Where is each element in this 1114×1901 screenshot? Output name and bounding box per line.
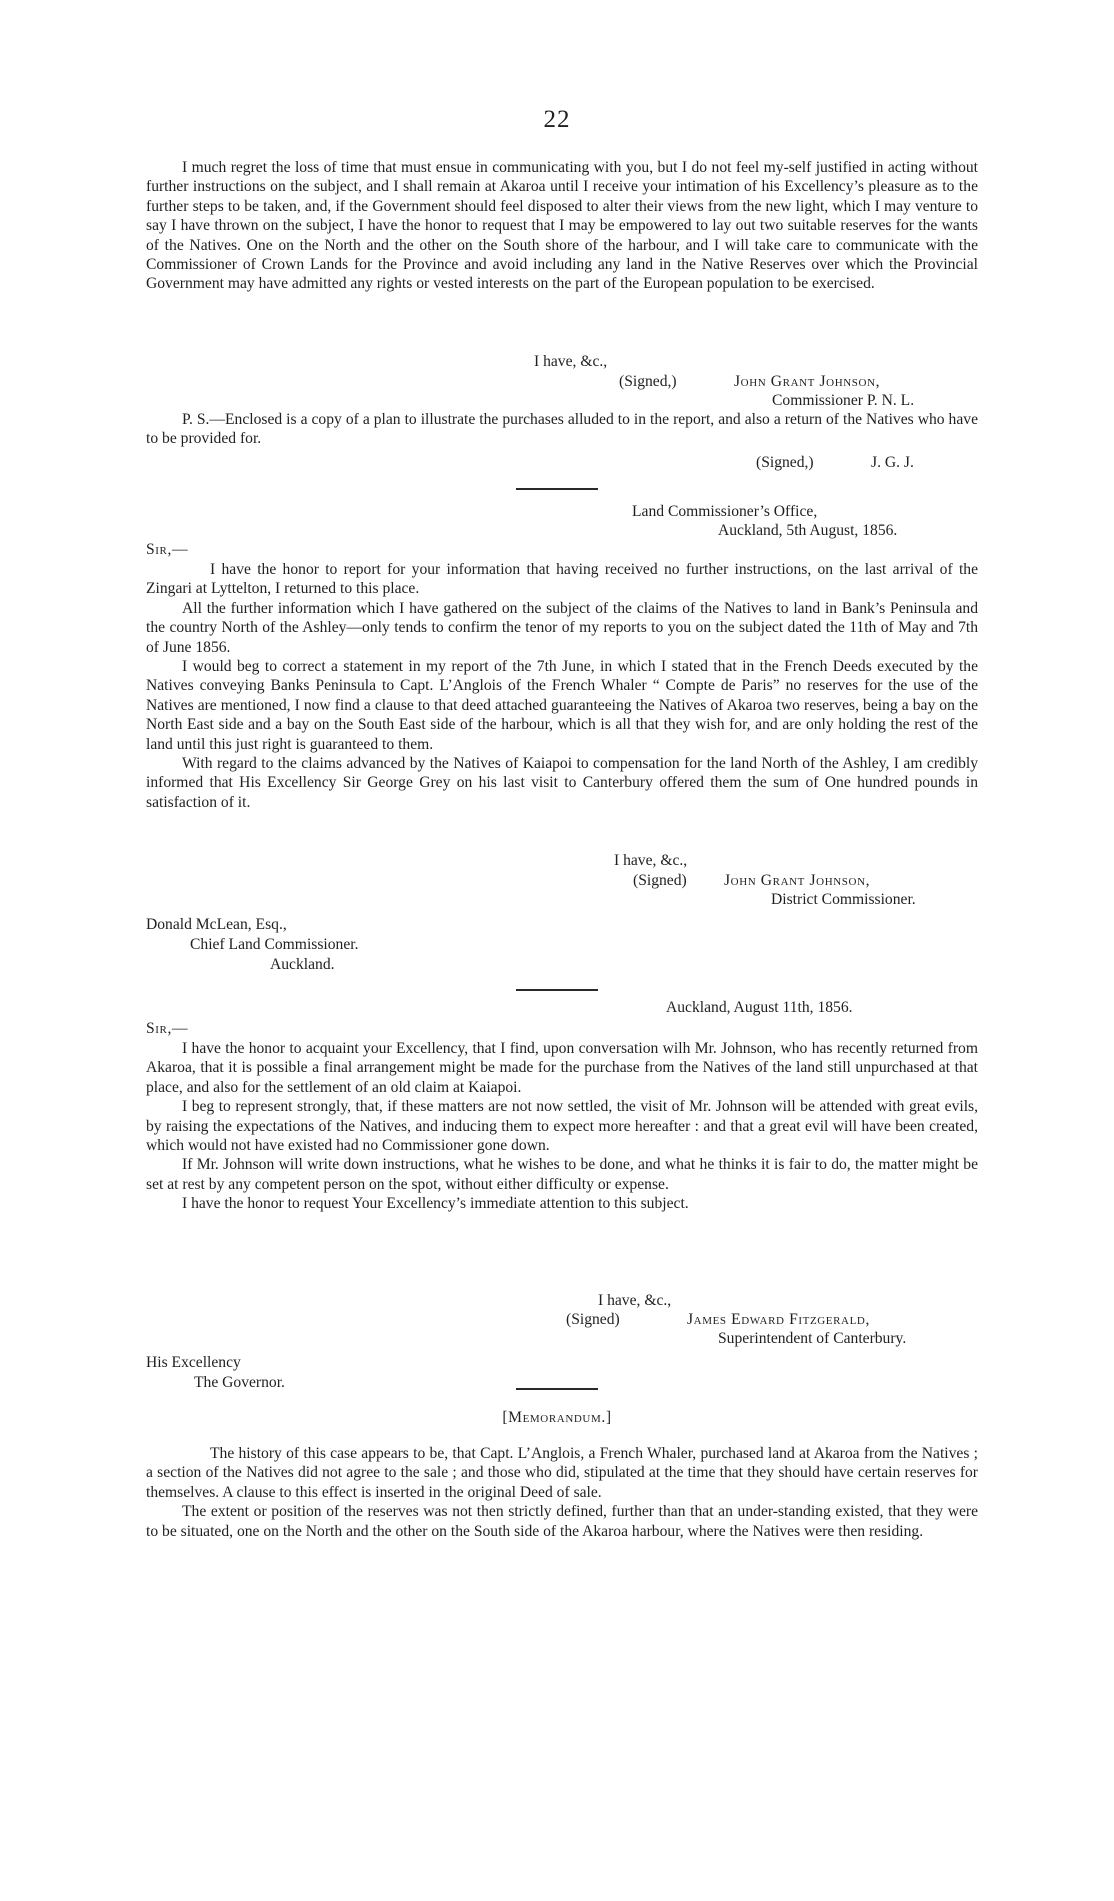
- letter2-place-date: Auckland, 5th August, 1856.: [718, 522, 898, 539]
- letter2-office: Land Commissioner’s Office,: [632, 503, 818, 520]
- letter1-paragraph: I much regret the loss of time that must ensue in communicating with you, but I do not feel my-self justified in acting without further instructions on the subject, and I shall remain at Akaroa until I receive your intimation of his Excellency’s pleasure as to the further steps to be taken, and, if the Government should feel disposed to alter their views from the new light, which I may venture to say I have thrown on the subject, I have the honor to request that I may be empowered to lay out two suitable reserves for the wants of the Natives. One on the North and the other on the South shore of the harbour, and I will take care to communicate with the Commissioner of Crown Lands for the Province and avoid including any land in the Native Reserves over which the Provincial Government may have admitted any rights or vested interests on the part of the European population to be exercised.: [146, 159, 978, 293]
- letter2-paragraph: All the further information which I have gathered on the subject of the claims of the Natives to land in Bank’s Peninsula and the country North of the Ashley—only tends to confirm the tenor of my reports to you on the subject dated the 11th of May and 7th of June 1856.: [146, 599, 978, 656]
- letter3-signer-title: Superintendent of Canterbury.: [718, 1330, 907, 1347]
- letter2-addressee-name: Donald McLean, Esq.,: [146, 916, 287, 933]
- letter1-closing: I have, &c.,: [534, 353, 608, 370]
- letter3-signer: James Edward Fitzgerald,: [687, 1311, 870, 1328]
- letter3-signed-mark: (Signed): [566, 1311, 620, 1328]
- letter3-salutation: Sir,—: [146, 1020, 189, 1037]
- letter3-place-date: Auckland, August 11th, 1856.: [666, 999, 853, 1016]
- letter2-addressee-place: Auckland.: [270, 956, 335, 973]
- postscript-signed-mark: (Signed,): [756, 454, 814, 471]
- letter3-paragraph: If Mr. Johnson will write down instructions, what he wishes to be done, and what he thinks it is fair to do, the matter might be set at rest by any competent person on the spot, without either difficulty or expense.: [146, 1156, 978, 1193]
- section-divider: [516, 488, 598, 490]
- letter1-signer: John Grant Johnson,: [734, 373, 881, 390]
- letter2-closing: I have, &c.,: [614, 852, 688, 869]
- memorandum-paragraph: The history of this case appears to be, that Capt. L’Anglois, a French Whaler, purchased land at Akaroa from the Natives ; a section of the Natives did not agree to the sale ; and those who did, stipulated at the time that they should have certain reserves for themselves. A clause to this effect is inserted in the original Deed of sale.: [146, 1445, 978, 1501]
- page-number: 22: [543, 106, 571, 133]
- letter1-postscript-block: [146, 410, 978, 449]
- letter1-body: [146, 158, 978, 294]
- letter3-paragraph: I have the honor to acquaint your Excellency, that I find, upon conversation wilh Mr. Johnson, who has recently returned from Akaroa, that it is possible a final arrangement might be made for the purchase from the Natives of the land still unpurchased at that place, and also for the settlement of an old claim at Kaiapoi.: [146, 1040, 978, 1096]
- letter1-signed-mark: (Signed,): [619, 373, 677, 390]
- section-divider: [516, 1388, 598, 1390]
- letter3-paragraph: I beg to represent strongly, that, if these matters are not now settled, the visit of Mr. Johnson will be attended with great evils, by raising the expectations of the Natives, and inducing them to expect more hereafter : and that a great evil will have been created, which would not have existed had no Commissioner gone down.: [146, 1098, 978, 1155]
- letter3-addressee-line1: His Excellency: [146, 1354, 241, 1371]
- letter2-signed-mark: (Signed): [633, 872, 687, 889]
- letter1-signer-title: Commissioner P. N. L.: [772, 392, 915, 409]
- letter1-postscript: P. S.—Enclosed is a copy of a plan to illustrate the purchases alluded to in the report, and also a return of the Natives who have to be provided for.: [146, 411, 978, 448]
- letter2-paragraph: I have the honor to report for your information that having received no further instructions, on the last arrival of the Zingari at Lyttelton, I returned to this place.: [146, 561, 978, 598]
- letter2-signer-title: District Commissioner.: [771, 891, 916, 908]
- memorandum-paragraph: The extent or position of the reserves was not then strictly defined, further than that an under-standing existed, that they were to be situated, one on the North and the other on the South side of the Akaroa harbour, where the Natives were then residing.: [146, 1503, 978, 1540]
- letter3-paragraph: I have the honor to request Your Excellency’s immediate attention to this subject.: [182, 1195, 689, 1213]
- letter2-paragraph: I would beg to correct a statement in my report of the 7th June, in which I stated that in the French Deeds executed by the Natives conveying Banks Peninsula to Capt. L’Anglois of the French Whaler “ Compte de Paris” no reserves for the use of the Natives are mentioned, I now find a clause to that deed attached guaranteeing the Natives of Akaroa two reserves, being a bay on the North East side and a bay on the South East side of the harbour, which is all that they wish for, and are only holding the rest of the land until this just right is guaranteed to them.: [146, 658, 978, 753]
- letter3-addressee-line2: The Governor.: [194, 1374, 285, 1391]
- letter2-salutation: Sir,—: [146, 541, 189, 558]
- letter3-closing: I have, &c.,: [598, 1292, 672, 1309]
- section-divider: [516, 989, 598, 991]
- letter2-body: [146, 560, 978, 812]
- letter2-addressee-title: Chief Land Commissioner.: [190, 936, 359, 953]
- letter3-body: [146, 1039, 978, 1214]
- memorandum-body: [146, 1444, 978, 1541]
- memorandum-heading: [Memorandum.]: [502, 1409, 612, 1426]
- letter2-paragraph: With regard to the claims advanced by the Natives of Kaiapoi to compensation for the land North of the Ashley, I am credibly informed that His Excellency Sir George Grey on his last visit to Canterbury offered them the sum of One hundred pounds in satisfaction of it.: [146, 755, 978, 811]
- postscript-initials: J. G. J.: [871, 454, 914, 471]
- letter2-signer: John Grant Johnson,: [724, 872, 871, 889]
